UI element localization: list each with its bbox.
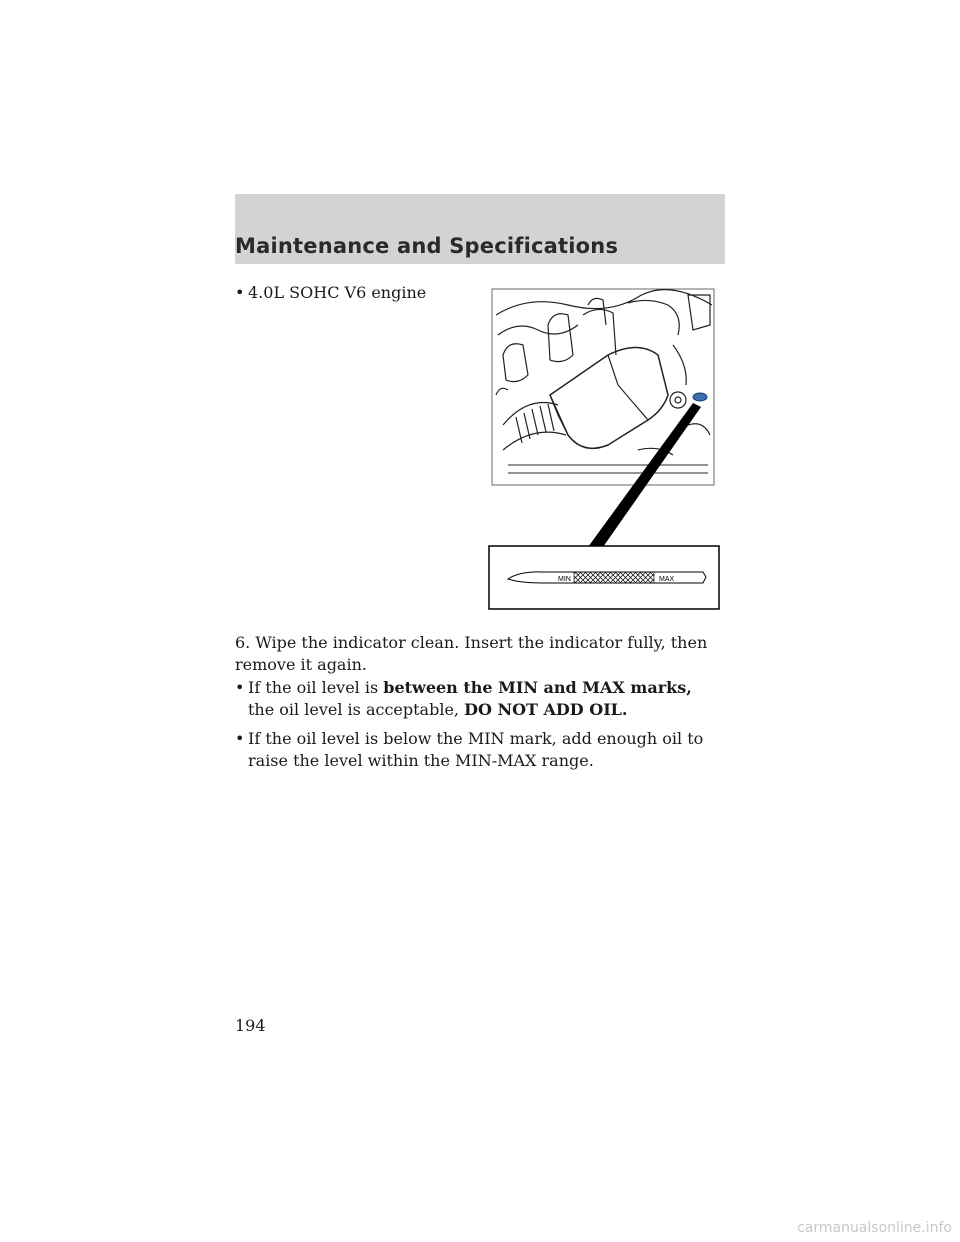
bullet-marker: • [235,729,245,748]
step-6-paragraph: 6. Wipe the indicator clean. Insert the indicator fully, then remove it again. [235,633,708,674]
bullet-marker: • [235,283,245,302]
engine-bullet-text: 4.0L SOHC V6 engine [248,283,427,302]
bullet-between-text [248,677,723,721]
dipstick-max-label: MAX [659,576,675,583]
watermark: carmanualsonline.info [797,1220,952,1236]
engine-dipstick-illustration [488,285,720,610]
text-span: the oil level is acceptable, [248,700,465,719]
bullet-below-text: If the oil level is below the MIN mark, add enough oil to raise the level within the MIN-MAX range. [248,729,704,770]
bold-span: between the MIN and MAX marks, [383,678,692,697]
dipstick-min-label: MIN [558,576,571,583]
page-number: 194 [235,1016,266,1035]
section-title: Maintenance and Specifications [235,234,619,258]
bullet-marker: • [235,678,245,697]
bold-span: DO NOT ADD OIL. [464,700,628,719]
text-span: If the oil level is [248,678,384,697]
